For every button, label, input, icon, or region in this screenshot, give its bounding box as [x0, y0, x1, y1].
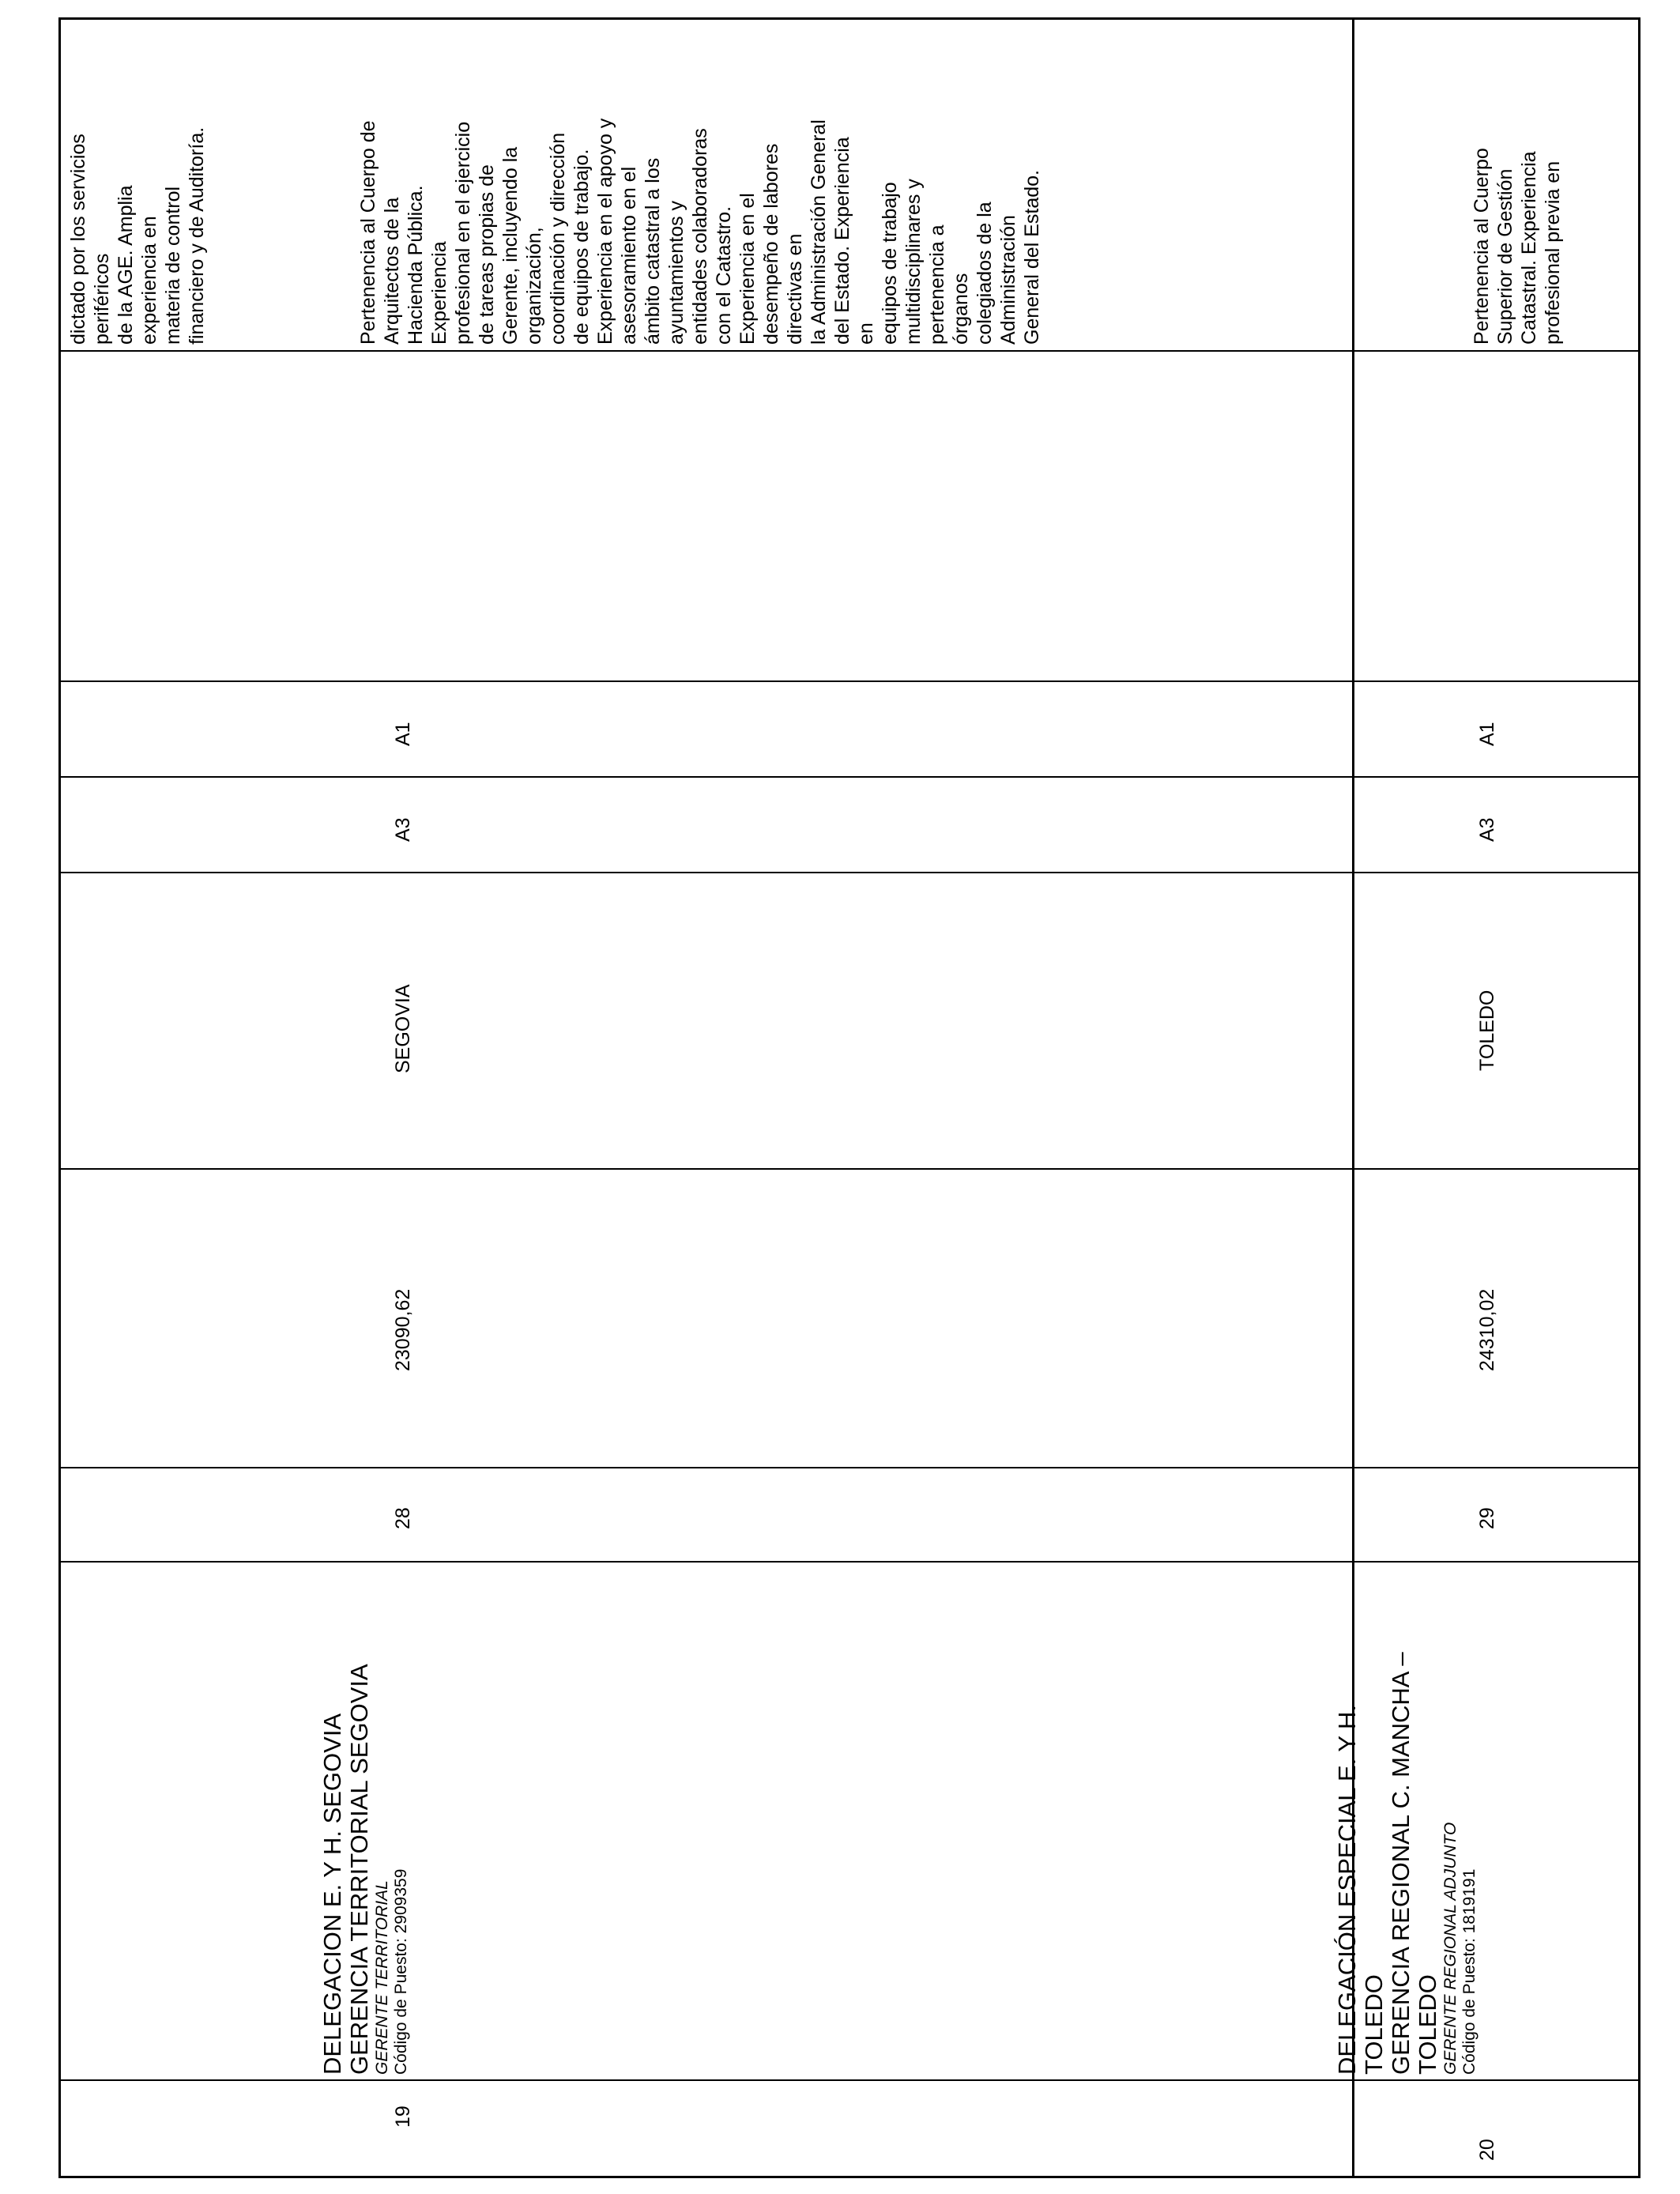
column-divider: [58, 1168, 1640, 1170]
column-divider: [58, 1561, 1640, 1563]
group-value: A1: [1476, 722, 1498, 746]
column-divider: [58, 2079, 1640, 2081]
locality-value: SEGOVIA: [392, 984, 414, 1073]
unit-name: TOLEDO: [1360, 1974, 1388, 2075]
locality-value: TOLEDO: [1476, 990, 1498, 1071]
group-value: A3: [392, 817, 414, 842]
unit-block: [1334, 1652, 1479, 2075]
position-title: GERENTE REGIONAL ADJUNTO: [1441, 1822, 1460, 2075]
row-number: 20: [1476, 2139, 1498, 2161]
unit-name: GERENCIA REGIONAL C. MANCHA –: [1387, 1652, 1414, 2075]
column-divider: [58, 680, 1640, 682]
column-divider: [58, 776, 1640, 778]
complement-value: 23090,62: [392, 1288, 414, 1371]
group-value: A1: [392, 722, 414, 746]
unit-name: GERENCIA TERRITORIAL SEGOVIA: [345, 1664, 373, 2075]
unit-name: TOLEDO: [1414, 1974, 1441, 2075]
level-value: 29: [1476, 1507, 1498, 1529]
column-divider: [58, 1467, 1640, 1468]
complement-value: 24310,02: [1476, 1288, 1498, 1371]
position-code: Código de Puesto: 1819191: [1460, 1868, 1478, 2075]
column-divider: [58, 872, 1640, 873]
requirements-text: Pertenencia al Cuerpo Superior de Gestión Catastral. Experiencia profesional previa en: [1471, 148, 1564, 345]
row-number: 19: [392, 2105, 414, 2128]
column-divider: [58, 350, 1640, 352]
requirements-text: Pertenencia al Cuerpo de Arquitectos de la Hacienda Pública. Experiencia profesional en el ejercicio de tareas propias de Gerente, incluyendo la organización, coordinación y dirección de equipos de trabajo. Experiencia en el apoyo y asesoramiento en el ámbito catastral a los ayuntamientos y entidades colaboradoras con el Catastro. Experiencia en el desempeño de labores directivas en la Administración General del Estado. Experiencia en equipos de trabajo multidisciplinares y pertenencia a órganos colegiados de la Administración General del Estado.: [357, 118, 1043, 345]
level-value: 28: [392, 1507, 414, 1529]
position-code: Código de Puesto: 2909359: [392, 1868, 410, 2075]
continuation-text: dictado por los servicios periféricos de la AGE. Amplia experiencia en materia de control financiero y de Auditoría.: [67, 126, 208, 345]
unit-name: DELEGACION E. Y H. SEGOVIA: [318, 1713, 346, 2075]
position-title: GERENTE TERRITORIAL: [373, 1880, 391, 2075]
group-value: A3: [1476, 817, 1498, 842]
unit-block: [319, 1664, 411, 2075]
unit-name: DELEGACIÓN ESPECIAL E. Y H.: [1333, 1704, 1361, 2075]
